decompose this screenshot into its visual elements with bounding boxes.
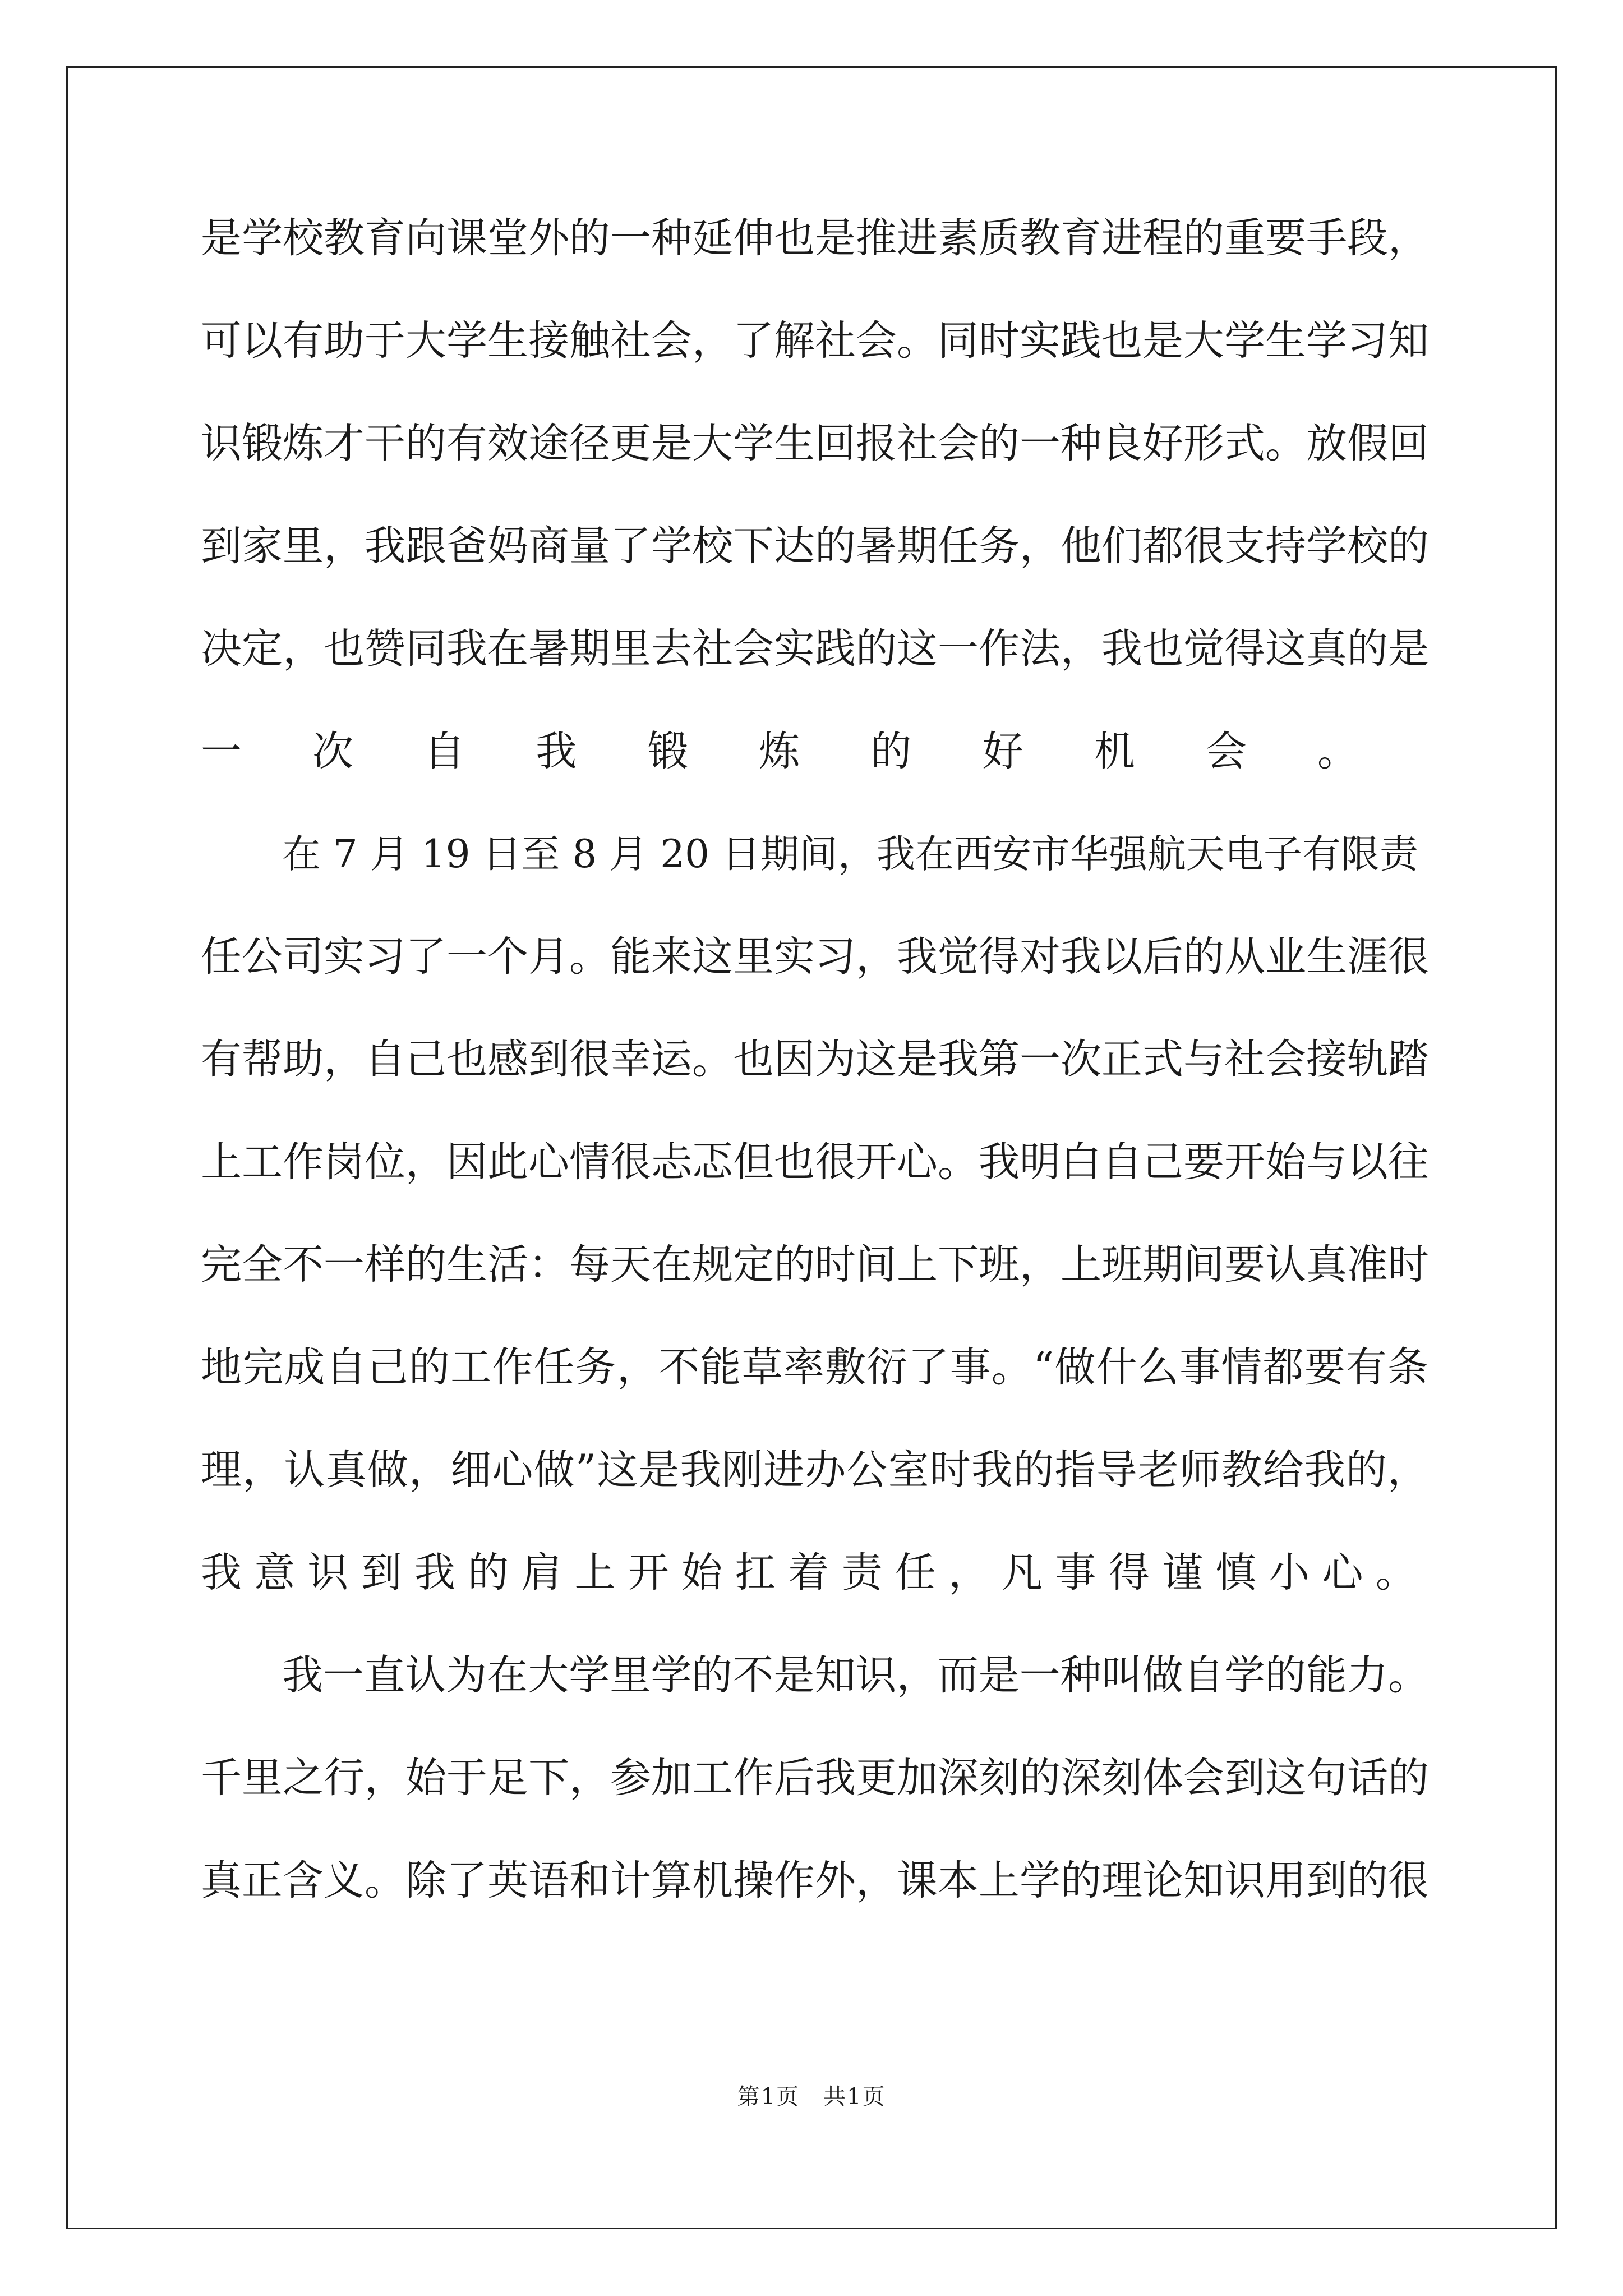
text-line: 我一直认为在大学里学的不是知识，而是一种叫做自学的能力。	[282, 1651, 1429, 1699]
text-line: 任公司实习了一个月。能来这里实习，我觉得对我以后的从业生涯很	[201, 933, 1429, 981]
text-line: 一次自我锻炼的好机会。	[201, 728, 1429, 775]
text-line: 我意识到我的肩上开始扛着责任，凡事得谨慎小心。	[201, 1549, 1429, 1596]
text-line: 理，认真做，细心做”这是我刚进办公室时我的指导老师教给我的，	[201, 1446, 1430, 1494]
text-line: 识锻炼才干的有效途径更是大学生回报社会的一种良好形式。放假回	[201, 420, 1429, 467]
text-line: 是学校教育向课堂外的一种延伸也是推进素质教育进程的重要手段，	[201, 214, 1429, 262]
text-line: 在 7 月 19 日至 8 月 20 日期间，我在西安市华强航天电子有限责	[282, 832, 1418, 877]
text-line: 真正含义。除了英语和计算机操作外，课本上学的理论知识用到的很	[201, 1857, 1429, 1904]
text-line: 千里之行，始于足下，参加工作后我更加深刻的深刻体会到这句话的	[201, 1754, 1429, 1802]
text-line: 有帮助，自己也感到很幸运。也因为这是我第一次正式与社会接轨踏	[201, 1036, 1429, 1083]
text-line: 完全不一样的生活：每天在规定的时间上下班，上班期间要认真准时	[201, 1241, 1429, 1289]
text-line: 到家里，我跟爸妈商量了学校下达的暑期任务，他们都很支持学校的	[201, 522, 1429, 570]
text-line: 决定，也赞同我在暑期里去社会实践的这一作法，我也觉得这真的是	[201, 625, 1429, 673]
page-footer: 第1页 共1页	[737, 2084, 886, 2110]
text-line: 地完成自己的工作任务，不能草率敷衍了事。“做什么事情都要有条	[201, 1343, 1430, 1391]
text-line: 可以有助于大学生接触社会，了解社会。同时实践也是大学生学习知	[201, 317, 1429, 365]
text-line: 上工作岗位，因此心情很忐忑但也很开心。我明白自己要开始与以往	[201, 1138, 1429, 1186]
